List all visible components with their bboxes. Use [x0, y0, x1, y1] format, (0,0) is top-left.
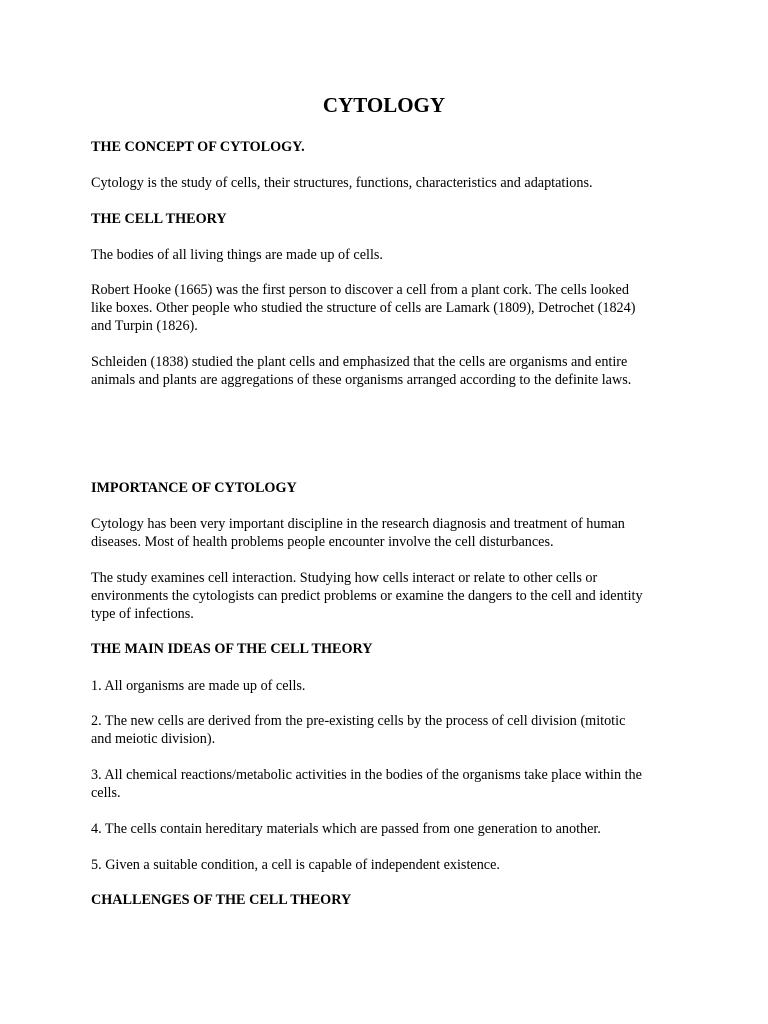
list-item-4 [91, 820, 691, 838]
heading-importance: IMPORTANCE OF CYTOLOGY [91, 480, 297, 496]
text-line: type of infections. [91, 606, 194, 622]
list-item-2 [91, 712, 691, 748]
text-line: 5. Given a suitable condition, a cell is capable of independent existence. [91, 857, 500, 873]
text-line: environments the cytologists can predict problems or examine the dangers to the cell and identity [91, 588, 643, 604]
heading-challenges: CHALLENGES OF THE CELL THEORY [91, 892, 352, 908]
paragraph-importance-2 [91, 569, 691, 623]
heading-cell-theory: THE CELL THEORY [91, 211, 227, 227]
heading-main-ideas: THE MAIN IDEAS OF THE CELL THEORY [91, 641, 373, 657]
page-title: CYTOLOGY [322, 93, 446, 117]
text-line: Schleiden (1838) studied the plant cells and emphasized that the cells are organisms and entire [91, 354, 628, 370]
paragraph-schleiden [91, 353, 691, 389]
text-line: like boxes. Other people who studied the structure of cells are Lamark (1809), Detrochet (1824) [91, 300, 636, 316]
text-line: animals and plants are aggregations of these organisms arranged according to the definite laws. [91, 372, 632, 388]
text-line: 4. The cells contain hereditary materials which are passed from one generation to another. [91, 821, 601, 837]
text-line: cells. [91, 785, 121, 801]
list-item-3 [91, 766, 691, 802]
list-item-1 [91, 677, 691, 695]
text-line: diseases. Most of health problems people encounter involve the cell disturbances. [91, 534, 554, 550]
text-line: The study examines cell interaction. Studying how cells interact or relate to other cells or [91, 570, 598, 586]
paragraph-importance-1 [91, 515, 691, 551]
text-line: and meiotic division). [91, 731, 216, 747]
heading-concept: THE CONCEPT OF CYTOLOGY. [91, 139, 305, 155]
paragraph-concept: Cytology is the study of cells, their structures, functions, characteristics and adaptations. [91, 175, 593, 191]
text-line: and Turpin (1826). [91, 318, 198, 334]
text-line: 1. All organisms are made up of cells. [91, 678, 306, 694]
text-line: 2. The new cells are derived from the pre-existing cells by the process of cell division (mitotic [91, 713, 626, 729]
list-item-5 [91, 856, 691, 874]
text-line: 3. All chemical reactions/metabolic activities in the bodies of the organisms take place within the [91, 767, 642, 783]
text-line: Robert Hooke (1665) was the first person to discover a cell from a plant cork. The cells looked [91, 282, 629, 298]
paragraph-living-things: The bodies of all living things are made up of cells. [91, 247, 383, 263]
text-line: Cytology has been very important discipline in the research diagnosis and treatment of human [91, 516, 625, 532]
paragraph-robert-hooke [91, 281, 691, 335]
